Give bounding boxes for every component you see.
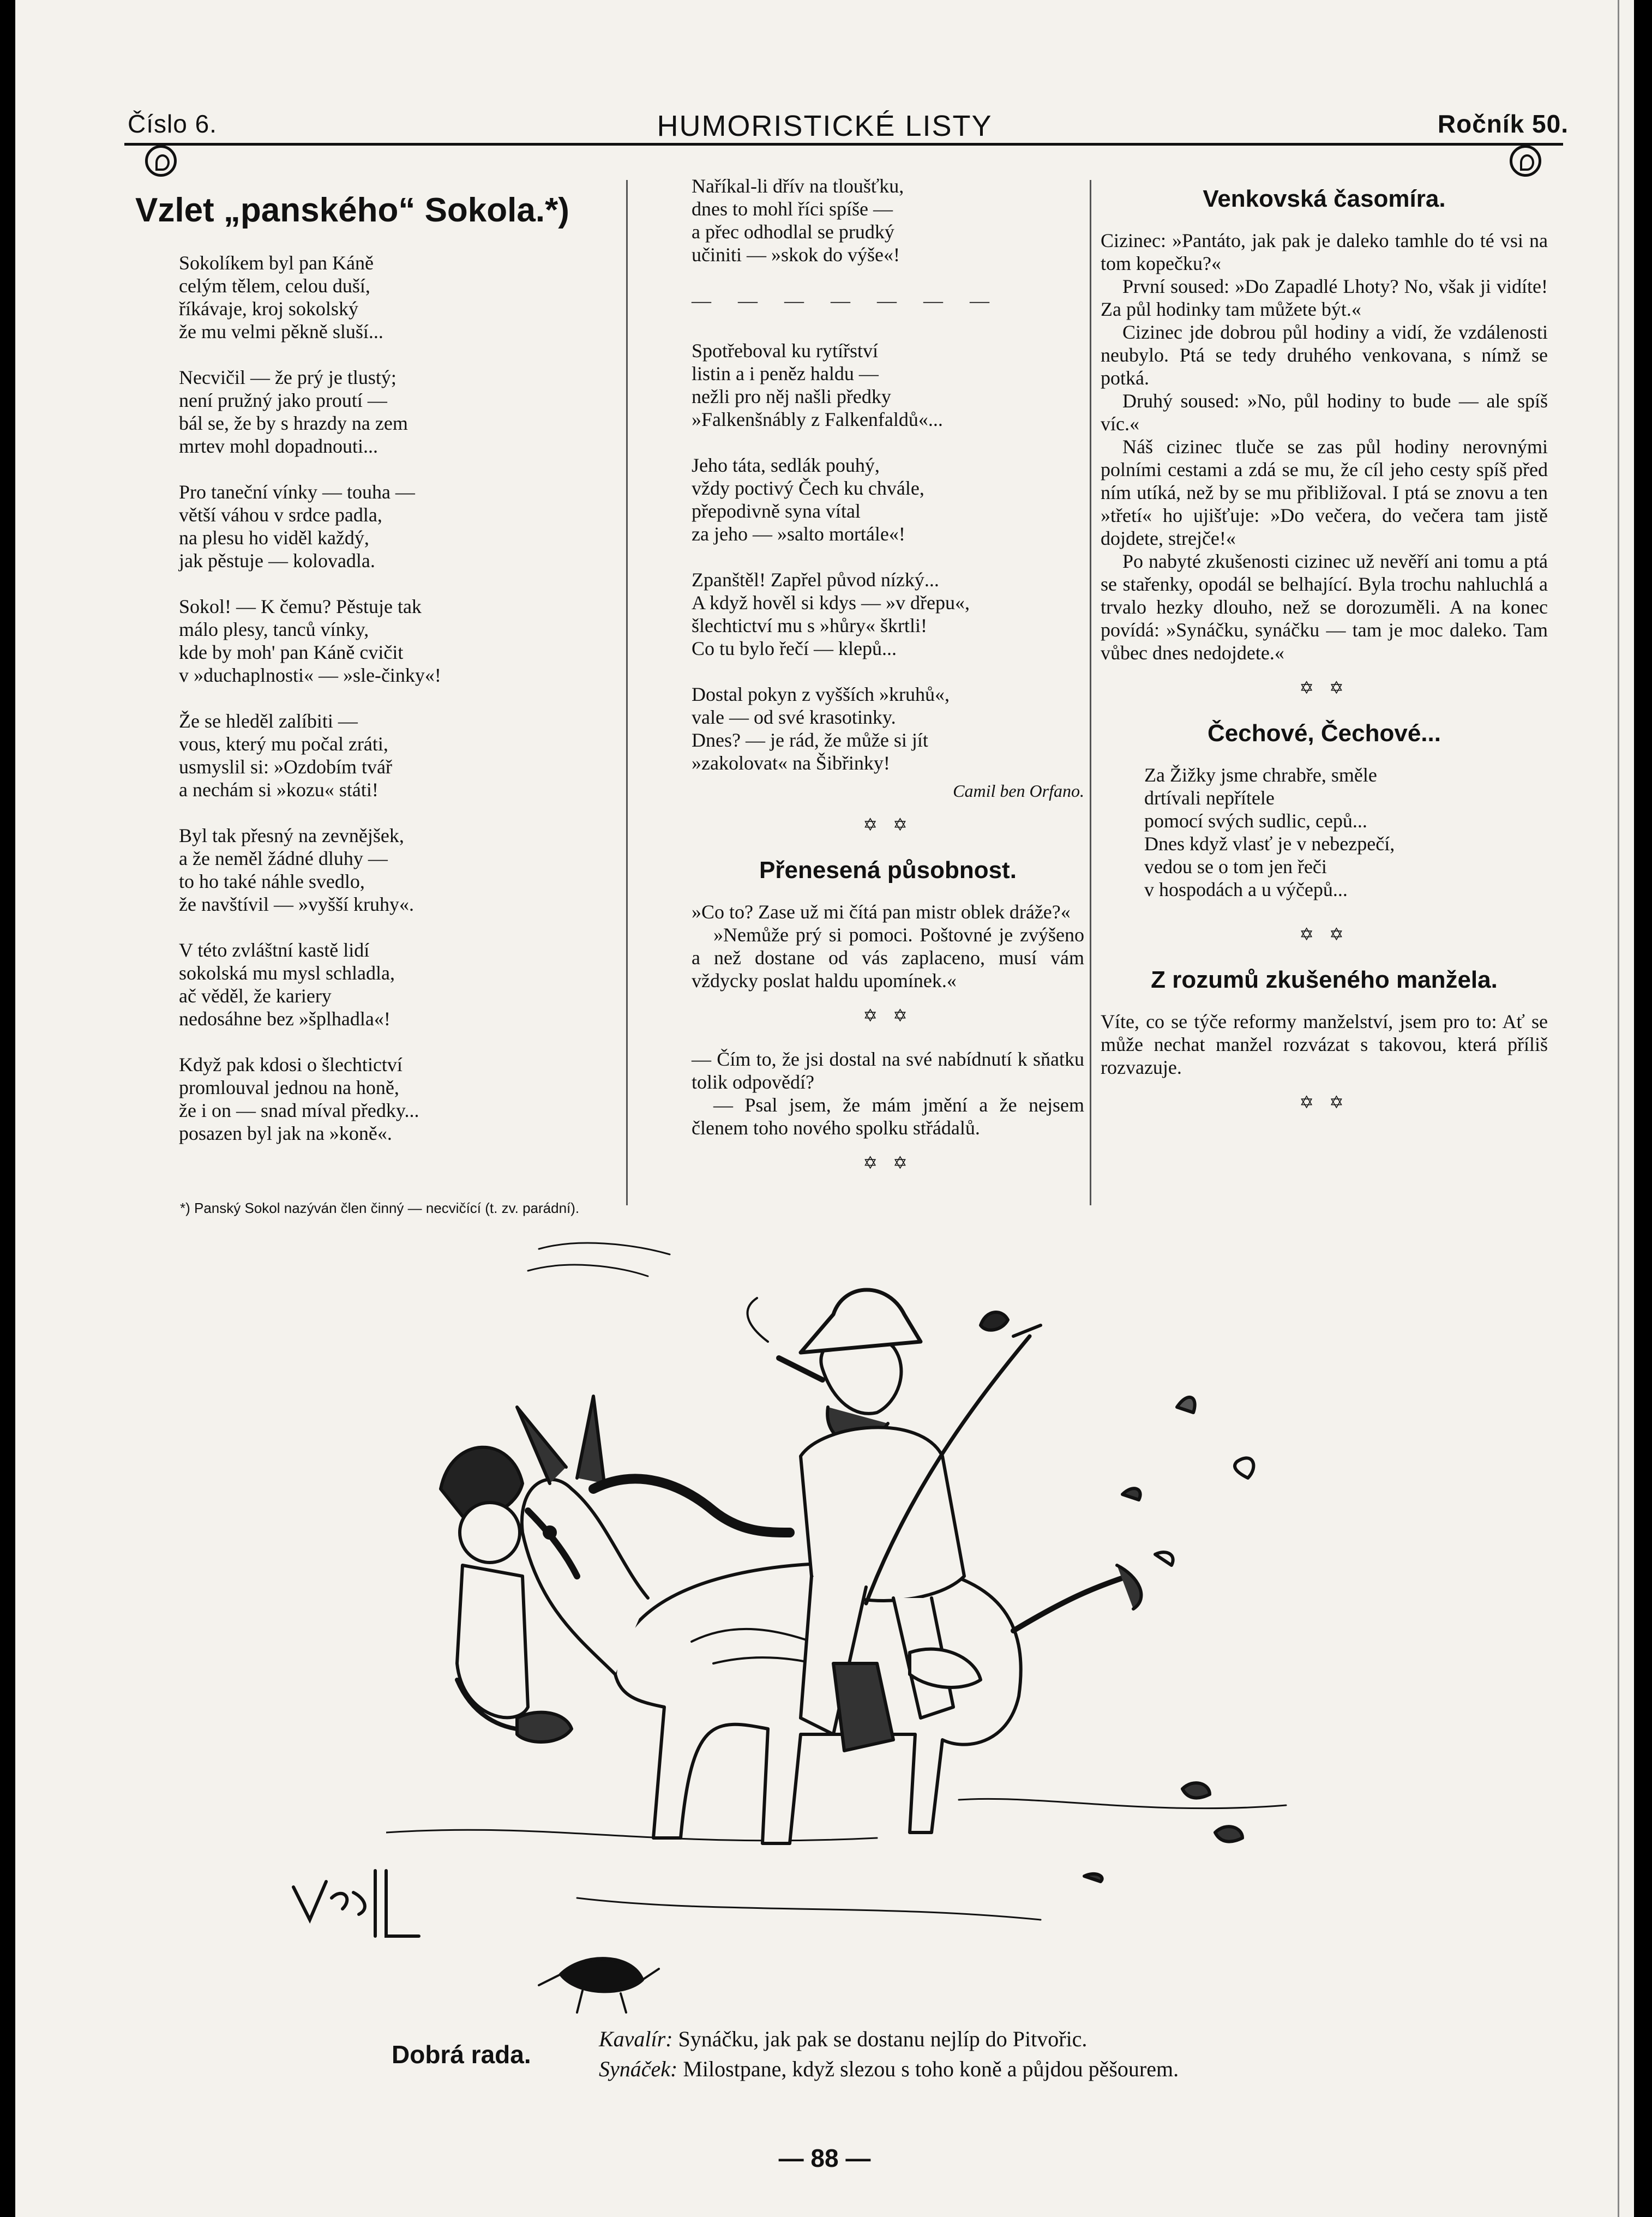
verse-line: Spotřeboval ku rytířství xyxy=(692,340,878,362)
verse-line: dnes to mohl říci spíše — xyxy=(692,198,893,220)
verse-line: v hospodách a u výčepů... xyxy=(1144,879,1348,900)
verse-line: na plesu ho viděl každý, xyxy=(179,527,369,549)
verse-line: promlouval jednou na honě, xyxy=(179,1077,399,1098)
footnote: *) Panský Sokol nazýván člen činný — necvičící (t. zv. parádní). xyxy=(180,1200,580,1216)
column-sokol-poem xyxy=(135,175,615,1168)
ornament-icon xyxy=(145,145,177,177)
verse-line: Pro taneční vínky — touha — xyxy=(179,481,415,503)
speaker-label: Kavalír: xyxy=(599,2027,673,2051)
star-separator-icon: ✡ ✡ xyxy=(863,815,913,834)
caption-line-1 xyxy=(599,2026,1087,2052)
caption-text: Synáčku, jak pak se dostanu nejlíp do Pitvořic. xyxy=(678,2027,1088,2051)
stanza xyxy=(179,251,615,343)
verse-line: větší váhou v srdce padla, xyxy=(179,504,382,526)
verse-line: listin a i peněz haldu — xyxy=(692,363,879,384)
verse-line: přepodivně syna vítal xyxy=(692,500,861,522)
verse-line: ač věděl, že kariery xyxy=(179,985,332,1007)
author-signature: Camil ben Orfano. xyxy=(953,781,1084,801)
verse-line: posazen byl jak na »koně«. xyxy=(179,1122,392,1144)
verse-line: vždy poctivý Čech ku chvále, xyxy=(692,477,924,499)
magazine-page xyxy=(15,0,1634,2217)
paragraph: »Nemůže prý si pomoci. Poštovné je zvýšeno a než dostane od vás zaplaceno, musí vám vždycky poslat haldu upomínek.« xyxy=(692,924,1084,992)
verse-line: nedosáhne bez »šplhadla«! xyxy=(179,1008,391,1030)
section-title-manzel: Z rozumů zkušeného manžela. xyxy=(1151,966,1498,993)
verse-line: nežli pro něj našli předky xyxy=(692,386,891,407)
verse-line: »zakolovat« na Šibřinky! xyxy=(692,752,890,774)
poem-stanzas-continued-2 xyxy=(692,339,1084,774)
verse-line: Byl tak přesný na zevnějšek, xyxy=(179,825,404,846)
verse-line: že navštívil — »vyšší kruhy«. xyxy=(179,893,414,915)
section-text-manzel: Víte, co se týče reformy manželství, jsem pro to: Ať se může nechat manžel rozvázat s takovou, která příliš rozvazuje. xyxy=(1101,1011,1548,1078)
caption-text: Milostpane, když slezou s toho koně a půjdou pěšourem. xyxy=(683,2057,1179,2081)
star-separator-icon: ✡ ✡ xyxy=(1299,924,1349,944)
stanza xyxy=(179,824,615,916)
verse-line: šlechtictví mu s »hůry« škrtli! xyxy=(692,615,927,636)
poem-stanzas-continued xyxy=(692,175,1084,266)
paragraph: Náš cizinec tluče se zas půl hodiny nerovnými polními cestami a zdá se mu, že cíl jeho cesty spíš před ním utíká, než by se mu přibližoval. I ptá se znovu a ten »třetí« ho ujišťuje: »Do večera, do večera tam jistě dojdete, strejče!« xyxy=(1101,436,1548,549)
verse-line: a nechám si »kozu« státi! xyxy=(179,779,379,801)
speaker-label: Synáček: xyxy=(599,2057,678,2081)
stanza xyxy=(692,568,1084,660)
verse-line: Jeho táta, sedlák pouhý, xyxy=(692,454,880,476)
verse-line: vale — od své krasotinky. xyxy=(692,706,896,728)
section-title-cechove: Čechové, Čechové... xyxy=(1208,720,1441,747)
paragraph: Druhý soused: »No, půl hodiny to bude — ale spíš víc.« xyxy=(1101,390,1548,435)
verse-line: Dostal pokyn z vyšších »kruhů«, xyxy=(692,683,950,705)
verse-line: bál se, že by s hrazdy na zem xyxy=(179,412,408,434)
verse-line: Za Žižky jsme chrabře, směle xyxy=(1144,764,1377,786)
verse-line: a přec odhodlal se prudký xyxy=(692,221,894,243)
stanza xyxy=(179,710,615,801)
paragraph: Cizinec: »Pantáto, jak pak je daleko tamhle do té vsi na tom kopečku?« xyxy=(1101,230,1548,274)
verse-line: Co tu bylo řečí — klepů... xyxy=(692,638,897,659)
star-separator-icon: ✡ ✡ xyxy=(863,1006,913,1025)
column-right xyxy=(1101,175,1548,1134)
verse-line: že mu velmi pěkně sluší... xyxy=(179,321,383,343)
verse-line: Sokolíkem byl pan Káně xyxy=(179,252,374,274)
verse-line: A když hověl si kdys — »v dřepu«, xyxy=(692,592,970,614)
poem-stanzas xyxy=(179,251,615,1145)
magazine-title: HUMORISTICKÉ LISTY xyxy=(657,110,993,142)
verse-line: Když pak kdosi o šlechtictví xyxy=(179,1054,403,1076)
verse-line: v »duchaplnosti« — »sle-činky«! xyxy=(179,664,441,686)
verse-line: Naříkal-li dřív na tloušťku, xyxy=(692,175,904,197)
verse-line: Sokol! — K čemu? Pěstuje tak xyxy=(179,596,422,617)
page-number: — 88 — xyxy=(778,2144,871,2172)
verse-line: usmyslil si: »Ozdobím tvář xyxy=(179,756,392,778)
verse-line: říkávaje, kroj sokolský xyxy=(179,298,358,320)
poem-title: Vzlet „panského“ Sokola.*) xyxy=(135,191,569,229)
paragraph: První soused: »Do Zapadlé Lhoty? No, však ji vidíte! Za půl hodinky tam můžete být.« xyxy=(1101,275,1548,320)
stanza xyxy=(692,175,1084,266)
verse-line: není pružný jako proutí — xyxy=(179,389,387,411)
cartoon-illustration xyxy=(386,1227,1313,2029)
caption-line-2 xyxy=(599,2056,1179,2082)
verse-line: drtívali nepřítele xyxy=(1144,787,1275,809)
paragraph: Po nabyté zkušenosti cizinec už nevěří ani tomu a ptá se stařenky, opodál se belhající. Byla trochu nahluchlá a trvalo hezky dlouho, než se dorozuměli. A na konec povídá: »Synáčku, synáčku — tam je moc daleko. Tam vůbec dnes nedojdete.« xyxy=(1101,550,1548,664)
stanza xyxy=(692,683,1084,774)
verse-line: Dnes když vlasť je v nebezpečí, xyxy=(1144,833,1395,855)
section-text-presenesena xyxy=(692,900,1084,992)
paragraph: — Psal jsem, že mám jmění a že nejsem členem toho nového spolku střádalů. xyxy=(692,1094,1084,1139)
verse-line: Dnes? — je rád, že může si jít xyxy=(692,729,928,751)
verse-line: pomocí svých sudlic, cepů... xyxy=(1144,810,1367,832)
verse-line: Necvičil — že prý je tlustý; xyxy=(179,367,397,388)
verse-line: V této zvláštní kastě lidí xyxy=(179,939,370,961)
stanza xyxy=(692,454,1084,545)
verse-line: vous, který mu počal zráti, xyxy=(179,733,388,755)
verse-line: celým tělem, celou duší, xyxy=(179,275,370,297)
section-title-presenesena: Přenesená působnost. xyxy=(759,857,1017,884)
verse-line: že i on — snad míval předky... xyxy=(179,1100,419,1121)
section-text-casomira xyxy=(1101,229,1548,664)
section-text-dialog xyxy=(692,1048,1084,1139)
verse-line: málo plesy, tanců vínky, xyxy=(179,618,369,640)
star-separator-icon: ✡ ✡ xyxy=(863,1153,913,1173)
star-separator-icon: ✡ ✡ xyxy=(1299,678,1349,698)
stanza xyxy=(179,939,615,1030)
verse-line: to ho také náhle svedlo, xyxy=(179,870,365,892)
paragraph: Cizinec jde dobrou půl hodiny a vidí, že vzdálenosti neubylo. Ptá se tedy druhého venkovana, s nímž se potká. xyxy=(1101,321,1548,389)
verse-line: Že se hleděl zalíbiti — xyxy=(179,710,358,732)
verse-line: jak pěstuje — kolovadla. xyxy=(179,550,375,572)
volume-number: Ročník 50. xyxy=(1437,110,1569,138)
dash-separator: — — — — — — — xyxy=(692,290,1000,311)
cartoon-title: Dobrá rada. xyxy=(392,2040,531,2069)
section-title-casomira: Venkovská časomíra. xyxy=(1203,185,1446,212)
verse-line: vedou se o tom jen řeči xyxy=(1144,856,1327,878)
column-divider xyxy=(626,180,628,1205)
verse-line: sokolská mu mysl schladla, xyxy=(179,962,395,984)
stanza xyxy=(179,1053,615,1145)
ornament-icon xyxy=(1510,145,1541,177)
paragraph: — Čím to, že jsi dostal na své nabídnutí k sňatku tolik odpovědí? xyxy=(692,1048,1084,1093)
stanza xyxy=(179,595,615,687)
stanza xyxy=(179,366,615,458)
header-rule xyxy=(124,143,1563,146)
paragraph: »Co to? Zase už mi čítá pan mistr oblek dráže?« xyxy=(692,901,1071,923)
star-separator-icon: ✡ ✡ xyxy=(1299,1092,1349,1112)
column-divider xyxy=(1090,180,1091,1205)
column-middle xyxy=(692,175,1084,1195)
verse-line: »Falkenšnábly z Falkenfaldů«... xyxy=(692,408,943,430)
verse-line: kde by moh' pan Káně cvičit xyxy=(179,641,404,663)
verse-line: Zpanštěl! Zapřel původ nízký... xyxy=(692,569,939,591)
issue-number: Číslo 6. xyxy=(128,110,217,138)
stanza xyxy=(692,339,1084,431)
verse-line: učiniti — »skok do výše«! xyxy=(692,244,900,266)
verse-line: mrtev mohl dopadnouti... xyxy=(179,435,378,457)
verse-line: za jeho — »salto mortále«! xyxy=(692,523,905,545)
scan-edge-line xyxy=(1618,0,1619,2217)
verse-line: a že neměl žádné dluhy — xyxy=(179,848,388,869)
poem-cechove xyxy=(1144,764,1548,901)
stanza xyxy=(179,480,615,572)
artist-signature-mark xyxy=(288,1865,430,1942)
